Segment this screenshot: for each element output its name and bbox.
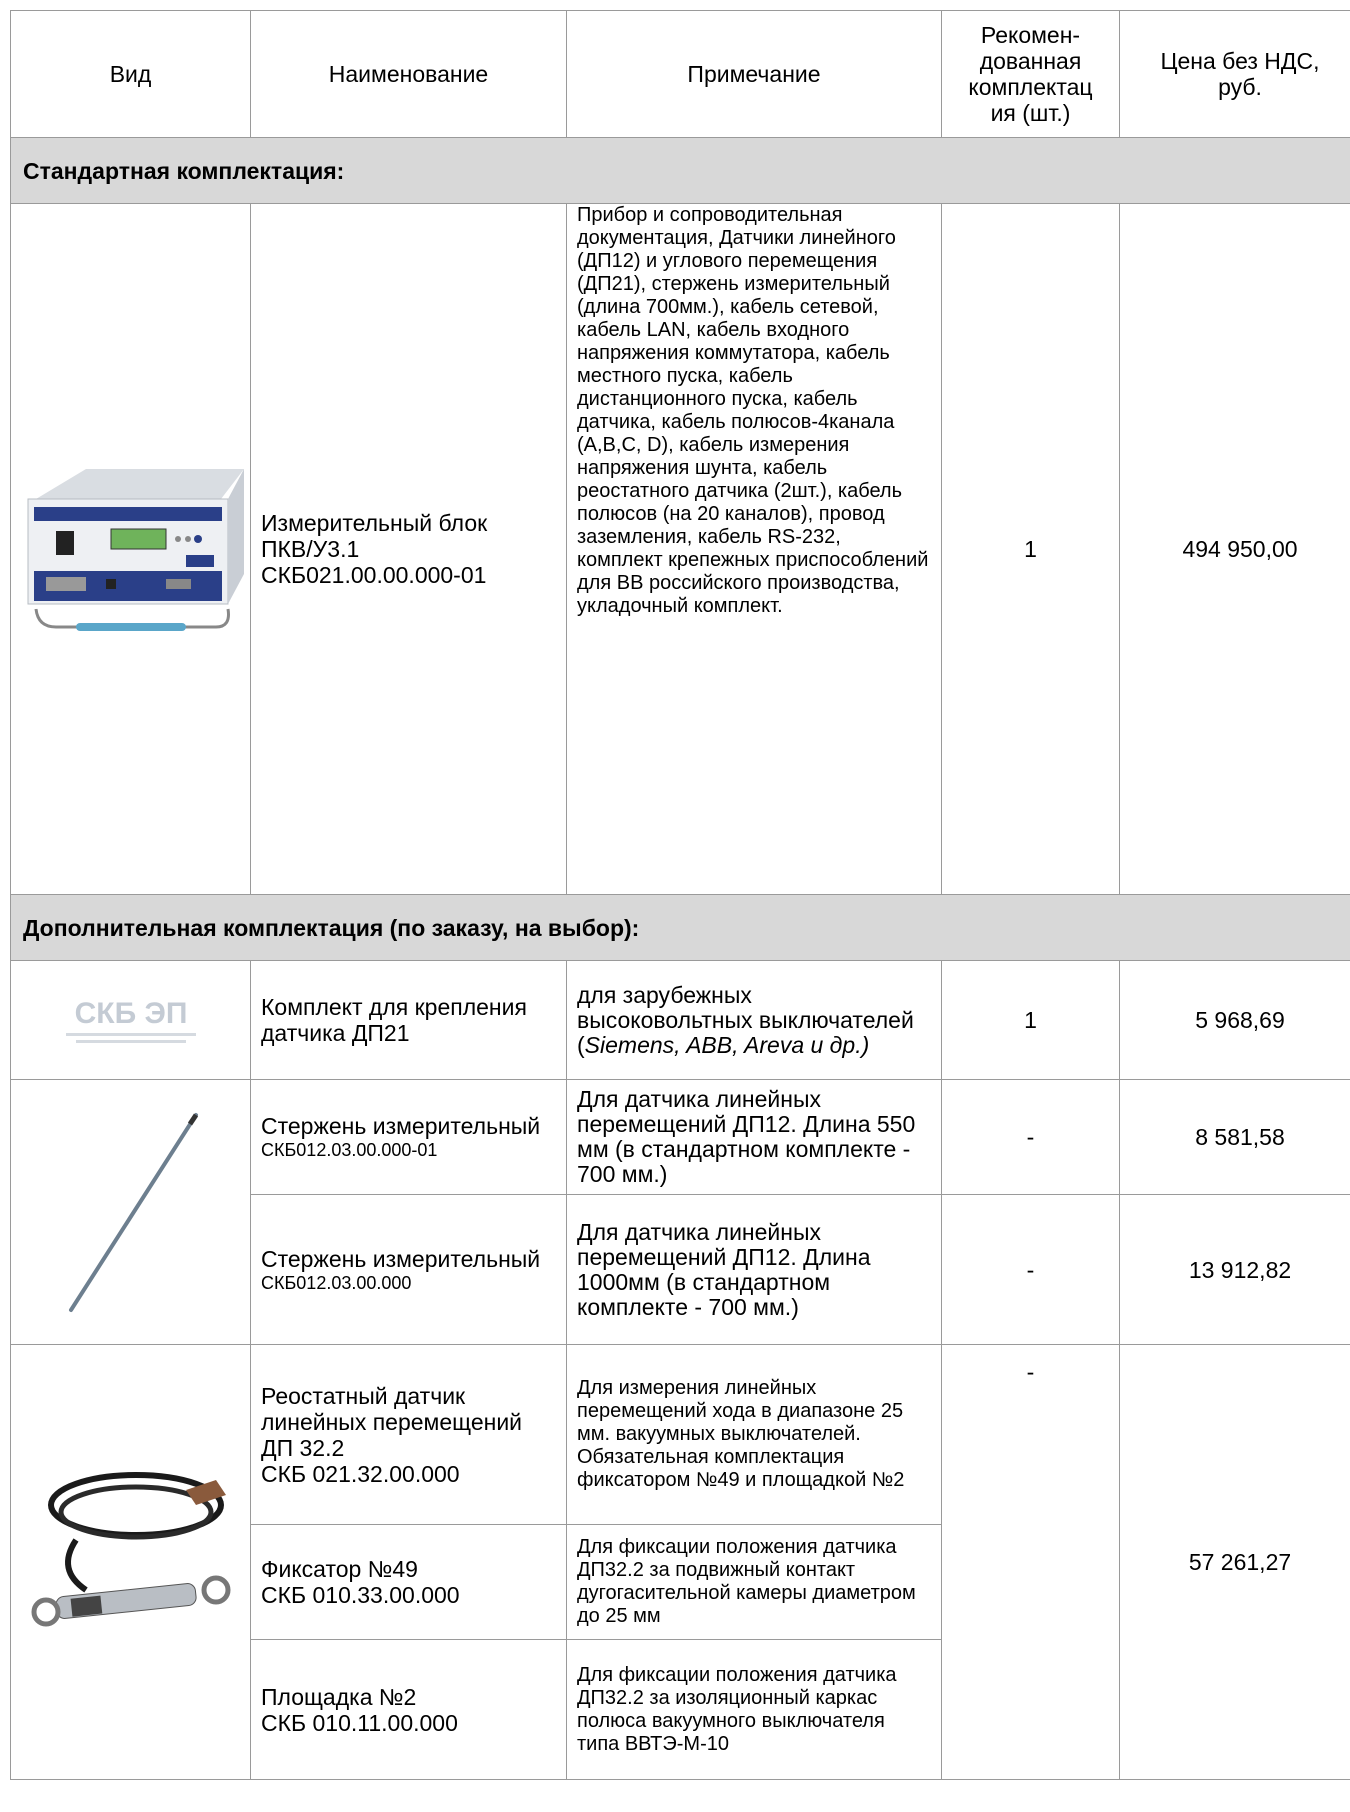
item-main-code: СКБ021.00.00.000-01 [261,562,487,588]
item-rod1-title: Стержень измерительный [261,1113,541,1139]
header-note: Примечание [567,11,942,138]
item-rod1-name [251,1080,567,1195]
item-rod2-name [251,1195,567,1345]
item-kit-price: 5 968,69 [1120,961,1350,1080]
item-fixator-title: Фиксатор №49 [261,1556,418,1582]
item-main-qty: 1 [942,204,1120,895]
table-row [11,961,1350,1080]
item-kit-qty: 1 [942,961,1120,1080]
header-row [11,11,1350,138]
item-fixator-note: Для фиксации положения датчика ДП32.2 за подвижный контакт дугогасительной камеры диаметром до 25 мм [567,1525,942,1640]
logo-text: СКБ ЭП [74,996,187,1030]
item-kit-note [567,961,942,1080]
item-kit-note-brands: Siemens, ABB, Areva и др.) [584,1031,870,1058]
item-sensor-qty: - [942,1345,1120,1780]
item-sensor-note: Для измерения линейных перемещений хода в диапазоне 25 мм. вакуумных выключателей. Обязательная комплектация фиксатором №49 и площадкой №2 [567,1345,942,1525]
device-image [11,204,251,895]
table-row [11,1080,1350,1195]
item-rod2-code: СКБ012.03.00.000 [261,1272,412,1293]
item-sensor-name [251,1345,567,1525]
item-sensor-title: Реостатный датчик линейных перемещений [261,1382,523,1435]
item-kit-note-text: для зарубежных высоковольтных выключателей ( [577,981,914,1058]
measuring-unit-icon [16,459,246,639]
item-rod2-qty: - [942,1195,1120,1345]
item-main-price: 494 950,00 [1120,204,1350,895]
item-fixator-code: СКБ 010.33.00.000 [261,1582,460,1608]
sensor-image [11,1345,251,1780]
item-rod1-qty: - [942,1080,1120,1195]
logo-image [11,961,251,1080]
section-title-extra: Дополнительная комплектация (по заказу, на выбор): [11,895,1350,961]
header-qty: Рекомен-дованная комплектац ия (шт.) [942,11,1120,138]
item-rod2-note: Для датчика линейных перемещений ДП12. Длина 1000мм (в стандартном комплекте - 700 мм.) [567,1195,942,1345]
section-row-standard [11,138,1350,204]
item-main-note-text: Прибор и сопроводительная документация, Датчики линейного (ДП12) и углового перемещения (ДП21), стержень измерительный (длина 700мм.), кабель сетевой, кабель LAN, кабель входного напряжения коммутатора, кабель местного пуска, кабель дистанционного пуска, кабель датчика, кабель полюсов-4канала (A,B,C, D), кабель измерения напряжения шунта, кабель реостатного датчика (2шт.), кабель полюсов (на 20 каналов), провод заземления, кабель RS-232, комплект крепежных приспособлений для ВВ российского производства, укладочный комплект. [577,204,929,617]
item-rod1-code: СКБ012.03.00.000-01 [261,1140,438,1160]
header-name: Наименование [251,11,567,138]
rheostat-sensor-icon [16,1450,246,1670]
item-sensor-price: 57 261,27 [1120,1345,1350,1780]
item-rod2-title: Стержень измерительный [261,1245,541,1272]
item-rod1-price: 8 581,58 [1120,1080,1350,1195]
item-main-note [567,204,942,895]
item-platform-note: Для фиксации положения датчика ДП32.2 за изоляционный каркас полюса вакуумного выключателя типа ВВТЭ-М-10 [567,1640,942,1780]
item-main-name-line2: ПКВ/У3.1 [261,536,360,562]
item-platform-code: СКБ 010.11.00.000 [261,1709,458,1736]
item-fixator-name [251,1525,567,1640]
header-view: Вид [11,11,251,138]
price-table [10,10,1350,1780]
item-rod2-price: 13 912,82 [1120,1195,1350,1345]
item-main-name [251,204,567,895]
measuring-rod-icon [31,1095,231,1325]
rod-image [11,1080,251,1345]
item-platform-name [251,1640,567,1780]
item-main-name-line1: Измерительный блок [261,510,488,536]
skb-logo-icon [46,983,216,1053]
table-row [11,204,1350,895]
item-sensor-code: СКБ 021.32.00.000 [261,1460,460,1487]
item-platform-title: Площадка №2 [261,1683,417,1710]
item-kit-name: Комплект для крепления датчика ДП21 [251,961,567,1080]
table-row [11,1345,1350,1525]
header-price: Цена без НДС, руб. [1120,11,1350,138]
item-sensor-model: ДП 32.2 [261,1434,345,1461]
section-row-extra [11,895,1350,961]
section-title-standard: Стандартная комплектация: [11,138,1350,204]
item-rod1-note: Для датчика линейных перемещений ДП12. Длина 550 мм (в стандартном комплекте - 700 мм.) [567,1080,942,1195]
